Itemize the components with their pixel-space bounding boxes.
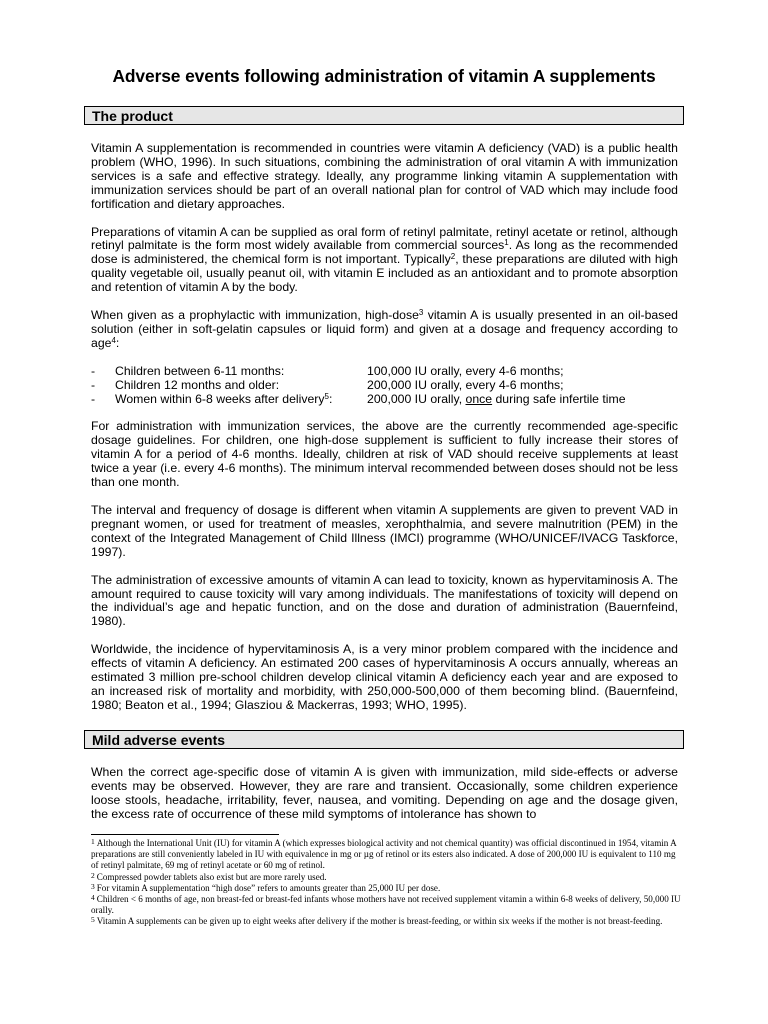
footnote: $^4$ Children < 6 months of age, non breast-fed or breast-fed infants whose mothers have not received supplement vitamin a within 6-8 weeks of delivery, 50,000 IU orally. xyxy=(91,893,681,916)
footnote-separator xyxy=(91,834,279,835)
footnote-ref: 5 xyxy=(324,391,329,401)
footnote: $^2$ Compressed powder tablets also exist but are more rarely used. xyxy=(91,870,327,882)
paragraph: Vitamin A supplementation is recommended in countries were vitamin A deficiency (VAD) is a public health problem (WHO, 1996). In such situations, combining the administration of oral vitamin A with immunization services is a safe and effective strategy. Ideally, any programme linking vitamin A supplementation with immunization services should be part of an overall national plan for control of VAD which may include food fortification and dietary approaches. xyxy=(91,141,678,211)
dosage-list xyxy=(91,365,678,407)
footnote-ref: 1 xyxy=(504,238,509,248)
section-heading-mild-adverse-events: Mild adverse events xyxy=(84,730,684,749)
footnote-ref: 4 xyxy=(111,335,116,345)
document-title: Adverse events following administration of vitamin A supplements xyxy=(112,66,656,86)
product-section-body xyxy=(91,142,678,713)
paragraph: For administration with immunization services, the above are the currently recommended age-specific dosage guidelines. For children, one high-dose supplement is sufficient to fully increase their stores of vitamin A for a period of 4-6 months. Ideally, children at risk of VAD should receive supplements at least twice a year (i.e. every 4-6 months). The minimum interval recommended between doses should not be less than one month. xyxy=(91,419,678,490)
paragraph: When the correct age-specific dose of vitamin A is given with immunization, mild side-effects or adverse events may be observed. However, they are rare and transient. Occasionally, some children experience loose stools, headache, irritability, fever, nausea, and vomiting. Depending on age and the dosage given, the excess rate of occurrence of these mild symptoms of intolerance has shown to xyxy=(91,765,678,821)
emphasis-once: once xyxy=(465,391,493,406)
dosage-item: - Children 12 months and older: 200,000 IU orally, every 4-6 months; xyxy=(91,377,564,392)
paragraph: Worldwide, the incidence of hypervitaminosis A, is a very minor problem compared with the incidence and effects of vitamin A deficiency. An estimated 200 cases of hypervitaminosis A occurs annually, whereas an estimated 3 million pre-school children develop clinical vitamin A deficiency each year and are exposed to an increased risk of mortality and morbidity, with 250,000-500,000 of them becoming blind. (Bauernfeind, 1980; Beaton et al., 1994; Glasziou & Mackerras, 1993; WHO, 1995). xyxy=(91,642,678,712)
dosage-item: - Women within 6-8 weeks after delivery$^5$: 200,000 IU orally, once during safe infertile time xyxy=(91,391,626,406)
footnote: $^1$ Although the International Unit (IU) for vitamin A (which expresses biological activity and not chemical quantity) was official discontinued in 1954, vitamin A preparations are still conveniently labeled in IU with equivalence in mg or µg of retinol or its esters also indicated. A dose of 200,000 IU is equivalent to 110 mg of retinyl palmitate, 69 mg of retinyl acetate or 60 mg of retinol. xyxy=(91,837,677,871)
paragraph: The interval and frequency of dosage is different when vitamin A supplements are given to prevent VAD in pregnant women, or used for treatment of measles, xerophthalmia, and severe malnutrition (PEM) in the context of the Integrated Management of Child Illness (IMCI) programme (WHO/UNICEF/IVACG Taskforce, 1997). xyxy=(91,502,678,559)
dosage-item: - Children between 6-11 months: 100,000 IU orally, every 4-6 months; xyxy=(91,363,564,378)
footnote-ref: 3 xyxy=(418,308,424,318)
footnotes xyxy=(91,838,681,928)
footnote: $^3$ For vitamin A supplementation “high dose” refers to amounts greater than 25,000 IU per dose. xyxy=(91,881,441,893)
footnote-ref: 2 xyxy=(450,252,456,262)
mild-section-body xyxy=(91,766,678,822)
paragraph: The administration of excessive amounts of vitamin A can lead to toxicity, known as hypervitaminosis A. The amount required to cause toxicity will vary among individuals. The manifestations of toxicity will depend on the individual’s age and hepatic function, and on the dose and duration of administration (Bauernfeind, 1980). xyxy=(91,572,678,629)
section-heading-product: The product xyxy=(84,106,684,125)
paragraph: When given as a prophylactic with immunization, high-dose$^3$ vitamin A is usually presented in an oil-based solution (either in soft-gelatin capsules or liquid form) and given at a dosage and frequency according to age$^4$: xyxy=(91,308,678,350)
paragraph: Preparations of vitamin A can be supplied as oral form of retinyl palmitate, retinyl acetate or retinol, although retinyl palmitate is the form most widely available from commercial sources$^1$. As long as the recommended dose is administered, the chemical form is not important. Typically$^2$, these preparations are diluted with high quality vegetable oil, usually peanut oil, with vitamin E included as an antioxidant and to promote absorption and retention of vitamin A by the body. xyxy=(91,224,679,295)
footnote: $^5$ Vitamin A supplements can be given up to eight weeks after delivery if the mother is breast-feeding, or within six weeks if the mother is not breast-feeding. xyxy=(91,915,663,927)
